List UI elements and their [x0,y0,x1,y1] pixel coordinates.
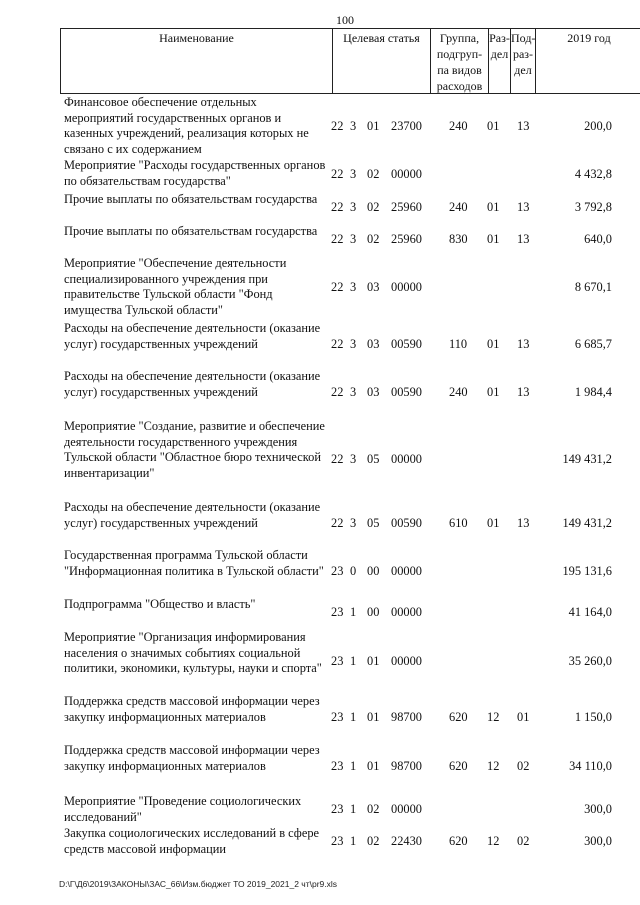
cs-event: 02 [367,802,380,816]
cs-subprogram: 1 [350,759,357,773]
amount-2019: 300,0 [584,834,612,848]
cs-program: 22 [331,452,344,466]
cs-direction: 98700 [391,759,422,773]
header-subsection-line: дел [514,63,532,77]
cs-program: 23 [331,605,344,619]
cs-direction: 00000 [391,605,422,619]
subsection: 02 [517,759,530,773]
cs-event: 05 [367,452,380,466]
cs-event: 01 [367,759,380,773]
header-group-line: расходов [436,79,483,93]
cs-subprogram: 0 [350,564,357,578]
cs-program: 22 [331,516,344,530]
section: 01 [487,119,500,133]
cs-event: 01 [367,654,380,668]
cs-direction: 00590 [391,337,422,351]
row-name: Поддержка средств массовой информации через закупку информационных материалов [64,743,320,773]
cs-subprogram: 3 [350,385,357,399]
cs-event: 01 [367,119,380,133]
row-name: Мероприятие "Расходы государственных органов по обязательствам государства" [64,158,326,188]
subsection: 13 [517,200,530,214]
section: 01 [487,516,500,530]
expense-group: 620 [449,710,468,724]
amount-2019: 6 685,7 [574,337,612,351]
header-year: 2019 год [535,29,640,93]
cs-direction: 98700 [391,710,422,724]
cs-subprogram: 3 [350,516,357,530]
row-name: Мероприятие "Проведение социологических исследований" [64,794,302,824]
cs-event: 05 [367,516,380,530]
section: 12 [487,710,500,724]
cs-program: 22 [331,280,344,294]
cs-direction: 00590 [391,385,422,399]
expense-group: 240 [449,385,468,399]
cs-event: 02 [367,232,380,246]
row-name: Мероприятие "Обеспечение деятельности специализированного учреждения при правительстве Тульской области "Фонд имущества Тульской области" [64,256,287,317]
amount-2019: 8 670,1 [574,280,612,294]
subsection: 13 [517,119,530,133]
header-subsection-line: Под- [511,31,536,45]
cs-program: 22 [331,200,344,214]
row-name: Финансовое обеспечение отдельных мероприятий государственных органов и казенных учреждений, реализация которых не связано с их содержанием [64,95,309,156]
cs-event: 00 [367,605,380,619]
cs-direction: 23700 [391,119,422,133]
cs-subprogram: 3 [350,337,357,351]
cs-program: 23 [331,710,344,724]
row-name: Закупка социологических исследований в сфере средств массовой информации [64,826,320,856]
row-name: Подпрограмма "Общество и власть" [64,597,256,611]
amount-2019: 4 432,8 [574,167,612,181]
cs-direction: 00000 [391,452,422,466]
amount-2019: 41 164,0 [568,605,612,619]
header-target-article: Целевая статья [332,29,430,93]
amount-2019: 195 131,6 [562,564,612,578]
expense-group: 620 [449,834,468,848]
header-group-line: Группа, [439,31,480,45]
cs-subprogram: 1 [350,710,357,724]
expense-group: 110 [449,337,468,351]
cs-event: 00 [367,564,380,578]
row-name: Прочие выплаты по обязательствам государства [64,224,318,238]
cs-event: 03 [367,337,380,351]
cs-subprogram: 3 [350,452,357,466]
subsection: 13 [517,232,530,246]
cs-direction: 00590 [391,516,422,530]
cs-subprogram: 1 [350,605,357,619]
cs-direction: 25960 [391,200,422,214]
amount-2019: 300,0 [584,802,612,816]
cs-direction: 00000 [391,564,422,578]
header-group-line: подгруп- [436,47,483,61]
cs-subprogram: 3 [350,119,357,133]
cs-event: 03 [367,385,380,399]
row-name: Государственная программа Тульской области "Информационная политика в Тульской области" [64,548,324,578]
cs-event: 02 [367,167,380,181]
row-name: Мероприятие "Создание, развитие и обеспечение деятельности государственного учреждения Тульской области "Областное бюро технической инвентаризации" [64,419,325,480]
expense-group: 240 [449,119,468,133]
cs-program: 22 [331,337,344,351]
amount-2019: 1 984,4 [574,385,612,399]
amount-2019: 1 150,0 [574,710,612,724]
row-name: Расходы на обеспечение деятельности (оказание услуг) государственных учреждений [64,500,321,530]
cs-subprogram: 3 [350,280,357,294]
row-name: Поддержка средств массовой информации через закупку информационных материалов [64,694,320,724]
amount-2019: 149 431,2 [562,452,612,466]
subsection: 13 [517,516,530,530]
section: 01 [487,232,500,246]
cs-direction: 00000 [391,167,422,181]
section: 01 [487,337,500,351]
cs-subprogram: 1 [350,834,357,848]
amount-2019: 149 431,2 [562,516,612,530]
file-path-footer: D:\Г\Д6\2019\ЗАКОНЫ\ЗАС_66\Изм.бюджет ТО 2019_2021_2 чт\pr9.xls [59,879,338,889]
expense-group: 620 [449,759,468,773]
cs-program: 23 [331,834,344,848]
cs-program: 22 [331,119,344,133]
page-number: 100 [336,13,354,27]
cs-event: 03 [367,280,380,294]
subsection: 01 [517,710,530,724]
cs-program: 23 [331,759,344,773]
cs-program: 23 [331,564,344,578]
cs-direction: 00000 [391,654,422,668]
header-name: Наименование [159,31,234,45]
cs-event: 02 [367,200,380,214]
cs-event: 02 [367,834,380,848]
cs-program: 22 [331,167,344,181]
cs-program: 23 [331,802,344,816]
cs-direction: 00000 [391,280,422,294]
amount-2019: 35 260,0 [568,654,612,668]
cs-direction: 00000 [391,802,422,816]
subsection: 02 [517,834,530,848]
amount-2019: 640,0 [584,232,612,246]
expense-group: 240 [449,200,468,214]
cs-direction: 22430 [391,834,422,848]
row-name: Расходы на обеспечение деятельности (оказание услуг) государственных учреждений [64,369,321,399]
row-name: Расходы на обеспечение деятельности (оказание услуг) государственных учреждений [64,321,321,351]
cs-event: 01 [367,710,380,724]
cs-program: 22 [331,385,344,399]
amount-2019: 200,0 [584,119,612,133]
cs-subprogram: 3 [350,200,357,214]
subsection: 13 [517,337,530,351]
cs-subprogram: 1 [350,802,357,816]
amount-2019: 34 110,0 [569,759,612,773]
row-name: Мероприятие "Организация информирования населения о значимых событиях социальной политики, экономики, культуры, науки и спорта" [64,630,322,676]
cs-direction: 25960 [391,232,422,246]
cs-subprogram: 3 [350,167,357,181]
cs-program: 23 [331,654,344,668]
cs-subprogram: 1 [350,654,357,668]
amount-2019: 3 792,8 [574,200,612,214]
header-subsection-line: раз- [512,47,534,61]
row-name: Прочие выплаты по обязательствам государства [64,192,318,206]
section: 12 [487,759,500,773]
expense-group: 830 [449,232,468,246]
header-section-line: дел [490,47,509,61]
subsection: 13 [517,385,530,399]
section: 12 [487,834,500,848]
cs-program: 22 [331,232,344,246]
section: 01 [487,200,500,214]
header-section-line: Раз- [489,31,510,45]
header-group-line: па видов [437,63,482,77]
cs-subprogram: 3 [350,232,357,246]
expense-group: 610 [449,516,468,530]
section: 01 [487,385,500,399]
